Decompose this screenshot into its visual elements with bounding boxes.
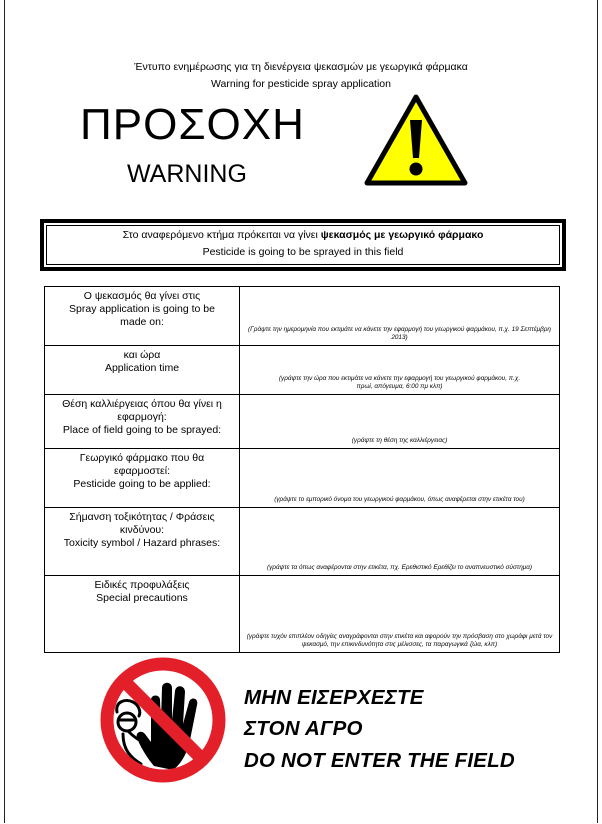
row-label-pesticide: Γεωργικό φάρμακο που θα εφαρμοστεί: Pesticide going to be applied: (45, 449, 240, 508)
notice-english: Pesticide is going to be sprayed in this field (202, 246, 404, 258)
footer-line-3: DO NOT ENTER THE FIELD (244, 749, 515, 772)
table-row (45, 395, 560, 449)
table-row (45, 346, 560, 395)
row-label-toxicity: Σήμανση τοξικότητας / Φράσεις κινδύνου: Toxicity symbol / Hazard phrases: (45, 508, 240, 576)
table-row (45, 576, 560, 653)
row-label-date: Ο ψεκασμός θα γίνει στις Spray application is going to be made on: (45, 287, 240, 346)
footer-line-2: ΣΤΟΝ ΑΓΡΟ (244, 717, 363, 740)
hint-application-time: (γράψτε την ώρα που εκτιμάτε να κάνετε την εφαρμογή του γεωργικού φαρμάκου, π.χ. πρωί, απόγευμα, 6:00 πμ κλπ) (278, 375, 521, 390)
warning-triangle-icon (364, 94, 468, 186)
subtitle-greek: Έντυπο ενημέρωσης για τη διενέργεια ψεκασμών με γεωργικά φάρμακα (134, 61, 468, 73)
subtitle-english: Warning for pesticide spray application (211, 78, 391, 90)
hint-toxicity: (γράψτε τα όπως αναφέρονται στην ετικέτα, πχ. Ερεθιστικό Ερεθίζει το αναπνευστικό σύστημα) (266, 564, 533, 571)
row-label-time: και ώρα Application time (45, 346, 240, 395)
no-entry-hand-icon (97, 654, 229, 786)
hint-field-place: (γράψτε τη θέση της καλλιέργειας) (351, 437, 448, 444)
row-label-place: Θέση καλλιέργειας όπου θα γίνει η εφαρμογή: Place of field going to be sprayed: (45, 395, 240, 449)
table-row (45, 287, 560, 346)
spray-info-table (44, 286, 560, 653)
title-english: WARNING (127, 160, 247, 188)
table-row (45, 508, 560, 576)
title-greek: ΠΡΟΣΟΧΗ (80, 100, 305, 149)
field-pesticide[interactable] (240, 449, 560, 508)
footer-line-1: ΜΗΝ ΕΙΣΕΡΧΕΣΤΕ (244, 686, 424, 709)
field-precautions[interactable] (240, 576, 560, 653)
hint-pesticide: (γράψτε το εμπορικό όνομα του γεωργικού φαρμάκου, όπως αναφέρεται στην ετικέτα του) (274, 496, 525, 503)
field-spray-date[interactable] (240, 287, 560, 346)
hint-precautions: (γράψτε τυχόν επιπλέον οδηγίες αναγράφονται στην ετικέτα και αφορούν την πρόσβαση στο χωράφι μετά τον ψεκασμό, την επικινδυνότητα στις μέλισσες, τα παραγωγικά ζώα, κλπ) (246, 633, 553, 648)
row-label-precautions: Ειδικές προφυλάξεις Special precautions (45, 576, 240, 653)
spray-notice-box (40, 219, 566, 271)
field-application-time[interactable] (240, 346, 560, 395)
hint-spray-date: (Γράψτε την ημερομηνία που εκτιμάτε να κάνετε την εφαρμογή του γεωργικού φαρμάκου, π.χ. 19 Σεπτέμβρη 2013) (248, 326, 551, 341)
field-toxicity[interactable] (240, 508, 560, 576)
table-row (45, 449, 560, 508)
field-field-place[interactable] (240, 395, 560, 449)
notice-greek: Στο αναφερόμενο κτήμα πρόκειται να γίνει ψεκασμός με γεωργικό φάρμακο (122, 229, 484, 241)
